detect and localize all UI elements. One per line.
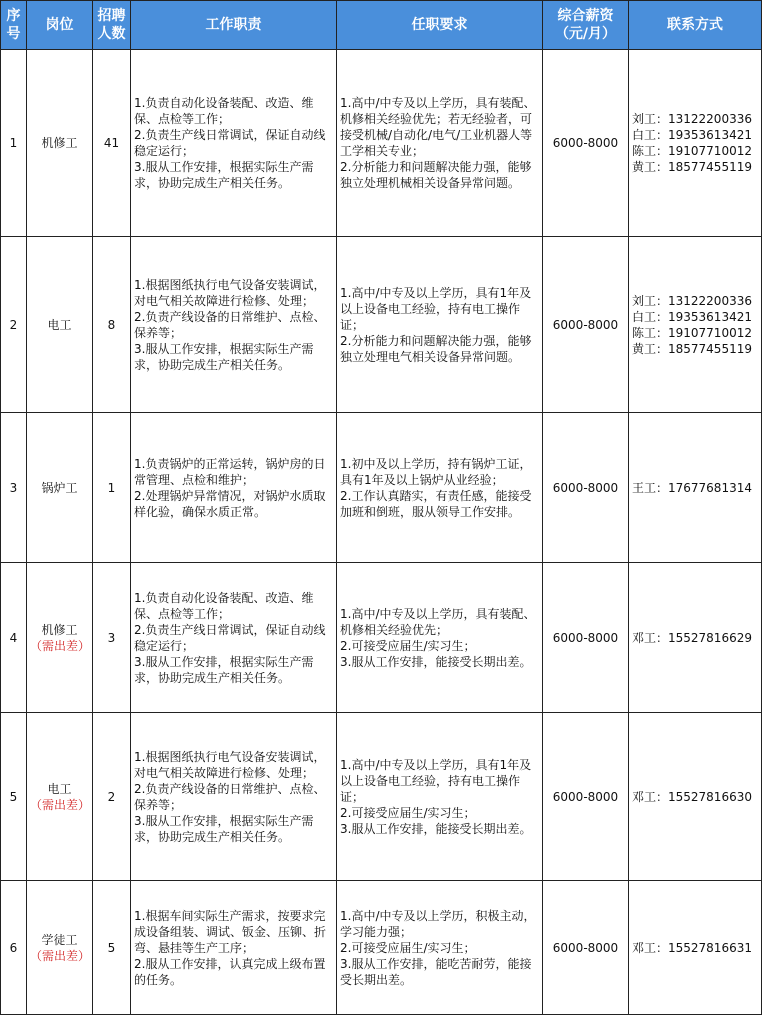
header-position: 岗位 [27,1,93,50]
row-travel-note: （需出差） [30,797,91,812]
row-requirements: 1.初中及以上学历，持有锅炉工证，具有1年及以上锅炉从业经验； 2.工作认真踏实，有责任感，能接受加班和倒班，服从领导工作安排。 [337,413,543,563]
row-salary: 6000-8000 [543,50,629,237]
header-requirements: 任职要求 [337,1,543,50]
row-requirements: 1.高中/中专及以上学历，具有1年及以上设备电工经验，持有电工操作证； 2.分析能力和问题解决能力强，能够独立处理电气相关设备异常问题。 [337,237,543,413]
row-requirements: 1.高中/中专及以上学历，具有1年及以上设备电工经验，持有电工操作证； 2.可接受应届生/实习生； 3.服从工作安排，能接受长期出差。 [337,713,543,881]
row-position-cell [27,713,93,881]
row-position: 电工 [47,317,72,332]
row-contact: 邓工：15527816630 [629,713,762,881]
row-headcount: 5 [93,881,131,1015]
row-index: 2 [1,237,27,413]
row-contact: 邓工：15527816631 [629,881,762,1015]
row-contact: 邓工：15527816629 [629,563,762,713]
row-duties: 1.负责自动化设备装配、改造、维保、点检等工作； 2.负责生产线日常调试，保证自动线稳定运行； 3.服从工作安排，根据实际生产需求，协助完成生产相关任务。 [131,50,337,237]
row-position-cell [27,881,93,1015]
row-index: 6 [1,881,27,1015]
row-position-cell [27,563,93,713]
row-travel-note: （需出差） [30,638,91,653]
row-position-cell [27,50,93,237]
row-position: 电工 [47,781,72,796]
row-index: 1 [1,50,27,237]
row-requirements: 1.高中/中专及以上学历，积极主动，学习能力强； 2.可接受应届生/实习生； 3.服从工作安排，能吃苦耐劳，能接受长期出差。 [337,881,543,1015]
row-contact: 刘工：13122200336 白工：19353613421 陈工：19107710012 黄工：18577455119 [629,50,762,237]
row-position: 锅炉工 [41,480,78,495]
row-index: 3 [1,413,27,563]
header-index: 序号 [1,1,27,50]
row-headcount: 1 [93,413,131,563]
row-salary: 6000-8000 [543,237,629,413]
row-contact: 王工：17677681314 [629,413,762,563]
row-salary: 6000-8000 [543,413,629,563]
table-row [1,713,762,881]
row-duties: 1.根据车间实际生产需求，按要求完成设备组装、调试、钣金、压铆、折弯、悬挂等生产工序； 2.服从工作安排，认真完成上级布置的任务。 [131,881,337,1015]
table-row [1,881,762,1015]
table-row [1,413,762,563]
row-duties: 1.负责锅炉的正常运转，锅炉房的日常管理、点检和维护； 2.处理锅炉异常情况，对锅炉水质取样化验，确保水质正常。 [131,413,337,563]
table-row [1,237,762,413]
row-contact: 刘工：13122200336 白工：19353613421 陈工：19107710012 黄工：18577455119 [629,237,762,413]
row-requirements: 1.高中/中专及以上学历，具有装配、机修相关经验优先；若无经验者，可接受机械/自动化/电气/工业机器人等工学相关专业； 2.分析能力和问题解决能力强，能够独立处理机械相关设备异常问题。 [337,50,543,237]
row-position: 机修工 [41,622,78,637]
row-duties: 1.根据图纸执行电气设备安装调试，对电气相关故障进行检修、处理； 2.负责产线设备的日常维护、点检、保养等； 3.服从工作安排，根据实际生产需求，协助完成生产相关任务。 [131,713,337,881]
row-position-cell [27,413,93,563]
row-headcount: 8 [93,237,131,413]
table-row [1,50,762,237]
header-salary: 综合薪资（元/月） [543,1,629,50]
row-duties: 1.根据图纸执行电气设备安装调试，对电气相关故障进行检修、处理； 2.负责产线设备的日常维护、点检、保养等； 3.服从工作安排，根据实际生产需求，协助完成生产相关任务。 [131,237,337,413]
row-salary: 6000-8000 [543,713,629,881]
row-index: 4 [1,563,27,713]
header-row [1,1,762,50]
header-duties: 工作职责 [131,1,337,50]
row-headcount: 3 [93,563,131,713]
header-headcount: 招聘人数 [93,1,131,50]
row-salary: 6000-8000 [543,881,629,1015]
row-headcount: 2 [93,713,131,881]
row-position: 机修工 [41,136,78,150]
table-row [1,563,762,713]
row-salary: 6000-8000 [543,563,629,713]
row-requirements: 1.高中/中专及以上学历，具有装配、机修相关经验优先； 2.可接受应届生/实习生； 3.服从工作安排，能接受长期出差。 [337,563,543,713]
row-position-cell [27,237,93,413]
row-duties: 1.负责自动化设备装配、改造、维保、点检等工作； 2.负责生产线日常调试，保证自动线稳定运行； 3.服从工作安排，根据实际生产需求，协助完成生产相关任务。 [131,563,337,713]
row-index: 5 [1,713,27,881]
header-contact: 联系方式 [629,1,762,50]
row-travel-note: （需出差） [30,948,91,963]
row-position: 学徒工 [41,932,78,947]
row-headcount: 41 [93,50,131,237]
